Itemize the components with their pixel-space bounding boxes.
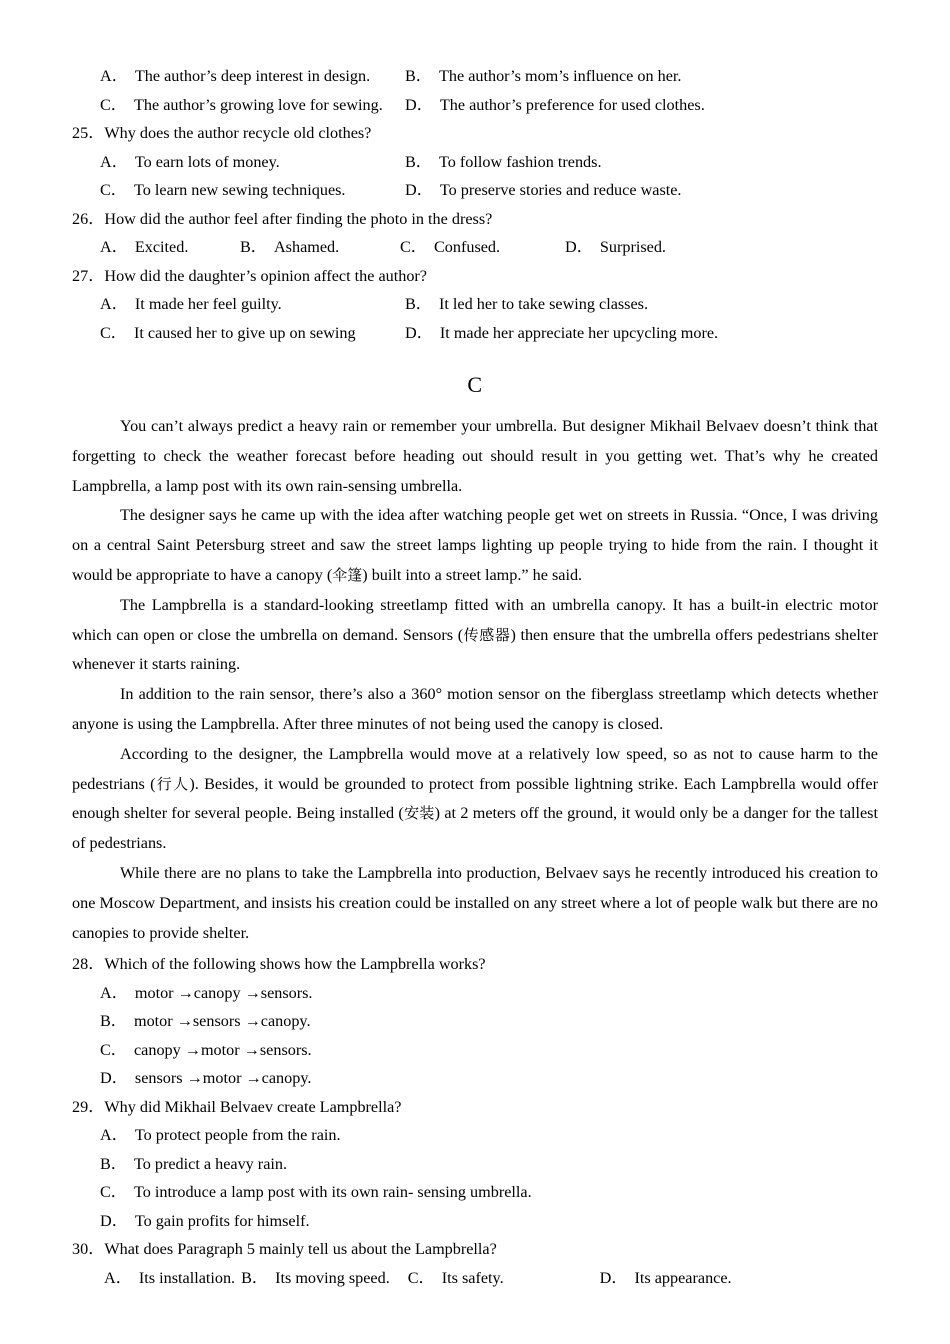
question-24-options-row-2 — [72, 91, 878, 120]
question-26-stem — [72, 205, 878, 234]
question-30-text: What does Paragraph 5 mainly tell us about the Lampbrella? — [104, 1240, 497, 1259]
passage-p5-part-b: ). Besides, it would be grounded to protect from possible lightning strike. Each Lampbrella would offer enough shelter for several people. Being installed ( — [72, 774, 878, 823]
option-d[interactable] — [405, 91, 705, 120]
question-25-number: 25． — [72, 124, 105, 142]
question-30-options-row — [72, 1264, 878, 1293]
option-a-text: To protect people from the rain. — [134, 1126, 341, 1145]
option-c[interactable] — [400, 233, 565, 262]
passage-paragraph-3 — [72, 591, 878, 680]
option-d-label: D． — [405, 181, 433, 199]
passage-paragraph-1: You can’t always predict a heavy rain or remember your umbrella. But designer Mikhail Belvaev doesn’t think that forgetting to check the weather forecast before heading out should result in you getting wet. That’s why he created Lampbrella, a lamp post with its own rain-sensing umbrella. — [72, 417, 878, 495]
question-27-text: How did the daughter’s opinion affect the author? — [104, 266, 427, 285]
option-d-label: D． — [100, 1069, 128, 1088]
question-29-text: Why did Mikhail Belvaev create Lampbrella? — [104, 1097, 402, 1116]
passage-paragraph-5 — [72, 740, 878, 859]
option-a[interactable] — [100, 148, 405, 177]
option-c[interactable] — [100, 91, 405, 120]
option-b-label: B． — [100, 1012, 127, 1031]
option-d[interactable] — [405, 176, 681, 205]
question-30-number: 30． — [72, 1240, 105, 1259]
option-b-text: Ashamed. — [273, 238, 340, 256]
option-b-text: To follow fashion trends. — [438, 152, 602, 171]
option-a-label: A． — [100, 983, 128, 1002]
option-b-label: B． — [241, 1268, 269, 1287]
question-28-options — [72, 979, 878, 1093]
question-27-options-row-2 — [72, 319, 878, 348]
gloss-installed-chinese: 安装 — [403, 804, 435, 823]
option-c-label: C． — [100, 1183, 127, 1202]
option-b[interactable] — [405, 290, 648, 319]
passage-p2-part-b: ) built into a street lamp.” he said. — [362, 565, 583, 584]
option-d-text: Its appearance. — [634, 1268, 732, 1287]
option-a-text: Its installation. — [138, 1268, 236, 1287]
question-25-options-row-2 — [72, 176, 878, 205]
option-b[interactable] — [100, 1007, 878, 1036]
option-d[interactable] — [100, 1207, 878, 1236]
question-26-options-row — [72, 233, 878, 262]
question-30-stem — [72, 1235, 878, 1264]
option-a-label: A． — [100, 238, 128, 256]
option-c-label: C． — [100, 95, 127, 114]
option-a-label: A． — [100, 295, 128, 313]
option-c-text: canopy →motor →sensors. — [133, 1040, 312, 1059]
option-a[interactable] — [100, 290, 405, 319]
question-29-options — [72, 1121, 878, 1235]
option-a-label: A． — [100, 67, 128, 85]
option-b-label: B． — [405, 152, 432, 171]
option-a-label: A． — [100, 152, 128, 171]
passage-p3-part-a: The Lampbrella is a standard-looking streetlamp fitted with an umbrella canopy. It has a built-in electric motor which can open or close the umbrella on demand. Sensors ( — [72, 595, 878, 644]
option-c[interactable] — [100, 319, 405, 348]
passage-p2-part-a: The designer says he came up with the idea after watching people get wet on streets in Russia. “Once, I was driving on a central Saint Petersburg street and saw the street lamps lighting up people trying to hide from the rain. I thought it would be appropriate to have a canopy ( — [72, 506, 878, 584]
question-26-text: How did the author feel after finding the photo in the dress? — [104, 209, 493, 228]
option-b-label: B． — [100, 1154, 127, 1173]
option-c-label: C． — [400, 238, 427, 256]
option-d[interactable] — [565, 233, 666, 262]
question-28-number: 28． — [72, 955, 105, 974]
option-c-text: To learn new sewing techniques. — [133, 181, 346, 199]
option-a-label: A． — [104, 1268, 132, 1287]
question-27-options-row-1 — [72, 290, 878, 319]
option-c-text: It caused her to give up on sewing — [133, 323, 356, 342]
option-c-text: Confused. — [433, 238, 501, 256]
option-d-text: To preserve stories and reduce waste. — [439, 181, 682, 199]
gloss-sensors-chinese: 传感器 — [463, 625, 511, 644]
option-b[interactable] — [405, 148, 602, 177]
option-b-label: B． — [405, 295, 432, 313]
option-c[interactable] — [100, 176, 405, 205]
question-26-number: 26． — [72, 209, 105, 228]
question-25-text: Why does the author recycle old clothes? — [104, 124, 372, 142]
option-d[interactable] — [600, 1264, 732, 1293]
option-d-label: D． — [100, 1211, 128, 1230]
passage-paragraph-6: While there are no plans to take the Lampbrella into production, Belvaev says he recently introduced his creation to one Moscow Department, and insists his creation could be installed on any street where a lot of people walk but there are no canopies to provide shelter. — [72, 863, 878, 942]
option-c-text: Its safety. — [441, 1268, 504, 1287]
option-d-label: D． — [599, 1268, 628, 1287]
option-c-label: C． — [100, 181, 127, 199]
option-c-label: C． — [100, 323, 127, 342]
question-25-options-row-1 — [72, 148, 878, 177]
option-a[interactable] — [104, 1264, 235, 1293]
option-b-text: The author’s mom’s influence on her. — [438, 67, 682, 85]
option-b-label: B． — [405, 67, 432, 85]
question-27-number: 27． — [72, 266, 105, 285]
option-d[interactable] — [405, 319, 718, 348]
option-b[interactable] — [405, 62, 681, 91]
option-d-text: The author’s preference for used clothes. — [439, 95, 705, 114]
option-b[interactable] — [241, 1264, 390, 1293]
option-b-text: motor →sensors →canopy. — [133, 1012, 311, 1031]
reading-passage — [72, 412, 878, 948]
option-a-text: The author’s deep interest in design. — [134, 67, 371, 85]
option-b[interactable] — [240, 233, 400, 262]
option-b-text: To predict a heavy rain. — [133, 1154, 288, 1173]
option-b[interactable] — [100, 1150, 878, 1179]
option-d-text: It made her appreciate her upcycling more. — [439, 323, 719, 342]
option-a[interactable] — [100, 979, 878, 1008]
option-a[interactable] — [100, 233, 240, 262]
question-29-number: 29． — [72, 1097, 105, 1116]
option-c-text: To introduce a lamp post with its own rain- sensing umbrella. — [133, 1183, 532, 1202]
passage-p5-part-a: According to the designer, the Lampbrella would move at a relatively low speed, so as not to cause harm to the pedestrians ( — [72, 744, 878, 793]
passage-p5-part-c: ) at 2 meters off the ground, it would only be a danger for the tallest of pedestrians. — [72, 804, 878, 853]
option-d-label: D． — [405, 323, 433, 342]
option-c[interactable] — [100, 1036, 878, 1065]
option-a-label: A． — [100, 1126, 128, 1145]
option-c-text: The author’s growing love for sewing. — [133, 95, 383, 114]
question-27-stem — [72, 262, 878, 291]
gloss-pedestrians-chinese: 行人 — [155, 774, 190, 793]
question-24-options-row-1 — [72, 62, 878, 91]
option-b-text: Its moving speed. — [275, 1268, 390, 1287]
option-c-label: C． — [100, 1040, 127, 1059]
option-a-text: Excited. — [134, 238, 189, 256]
question-25-stem — [72, 119, 878, 148]
option-a[interactable] — [100, 62, 405, 91]
option-d[interactable] — [100, 1064, 878, 1093]
option-d-text: To gain profits for himself. — [134, 1211, 310, 1230]
option-b-label: B． — [240, 238, 267, 256]
question-28-stem — [72, 950, 878, 979]
passage-paragraph-2 — [72, 501, 878, 590]
option-c-label: C． — [407, 1268, 435, 1287]
question-28-text: Which of the following shows how the Lampbrella works? — [104, 955, 486, 974]
option-d-label: D． — [565, 238, 593, 256]
option-c[interactable] — [408, 1264, 504, 1293]
section-heading: C — [467, 372, 483, 397]
option-b-text: It led her to take sewing classes. — [438, 295, 649, 313]
option-a-text: To earn lots of money. — [134, 152, 280, 171]
option-d-text: Surprised. — [599, 238, 666, 256]
option-a-text: motor →canopy →sensors. — [134, 983, 313, 1002]
passage-p3-part-b: ) then ensure that the umbrella offers pedestrians shelter whenever it starts raining. — [72, 625, 878, 674]
option-c[interactable] — [100, 1178, 878, 1207]
gloss-canopy-chinese: 伞篷 — [332, 565, 363, 584]
option-a[interactable] — [100, 1121, 878, 1150]
passage-paragraph-4: In addition to the rain sensor, there’s also a 360° motion sensor on the fiberglass streetlamp which detects whether anyone is using the Lampbrella. After three minutes of not being used the canopy is closed. — [72, 685, 878, 733]
option-d-text: sensors →motor →canopy. — [134, 1069, 312, 1088]
option-d-label: D． — [405, 95, 433, 114]
question-29-stem — [72, 1093, 878, 1122]
option-a-text: It made her feel guilty. — [134, 295, 282, 313]
